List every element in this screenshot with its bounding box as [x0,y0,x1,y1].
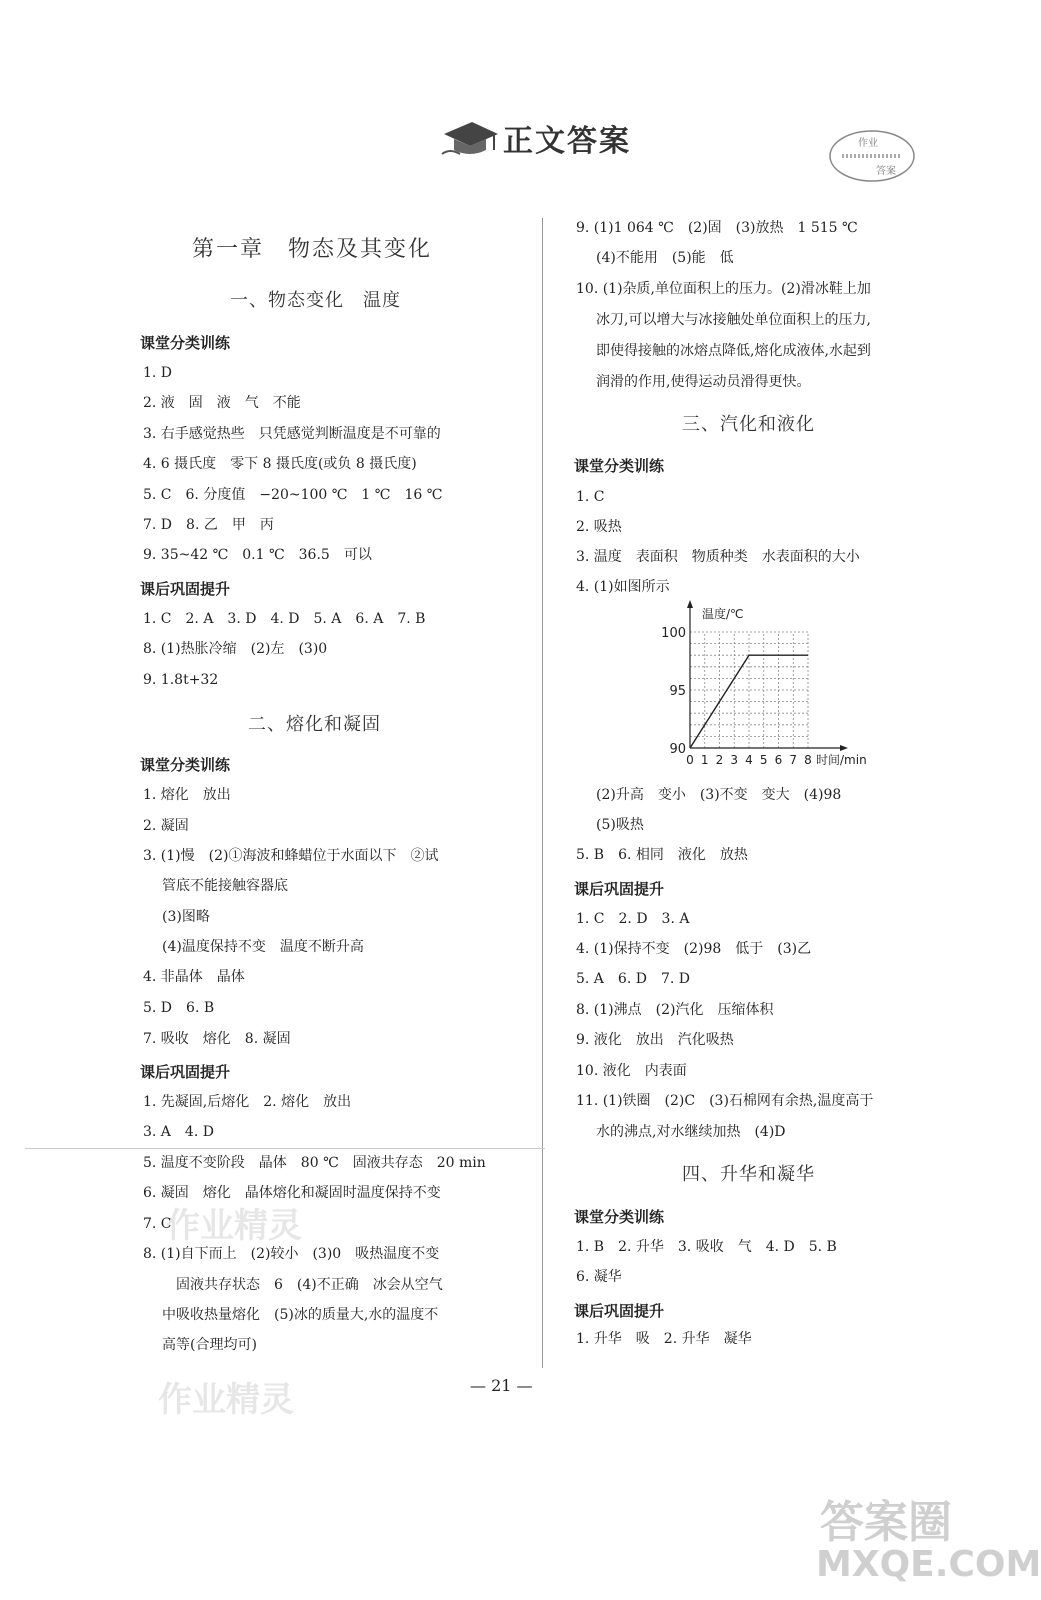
x-axis-arrow [840,745,848,751]
chapter-title: 第一章 物态及其变化 [192,237,433,262]
stamp-bottom-text: 答案 [876,166,896,177]
y-tick-label: 95 [669,684,686,699]
y-axis-label: 温度/℃ [702,607,744,621]
answer-line: 4. 6 摄氏度 零下 8 摄氏度(或负 8 摄氏度) [143,456,417,472]
answer-line: 4. (1)保持不变 (2)98 低于 (3)乙 [576,941,812,957]
subsection-title: 课堂分类训练 [140,756,231,774]
answer-line: 2. 液 固 液 气 不能 [143,395,301,411]
answer-line: 7. D 8. 乙 甲 丙 [143,517,274,533]
answer-line: 1. 先凝固,后熔化 2. 熔化 放出 [143,1094,352,1110]
x-tick-label: 1 [700,753,709,767]
answer-line: 9. 35~42 ℃ 0.1 ℃ 36.5 可以 [143,547,372,563]
answer-line: 5. B 6. 相同 液化 放热 [576,847,748,863]
answer-line: 6. 凝固 熔化 晶体熔化和凝固时温度保持不变 [143,1185,441,1201]
answer-line: 4. 非晶体 晶体 [143,969,245,985]
watermark: 作业精灵 [166,1206,302,1246]
answer-line: 7. C [143,1216,172,1232]
subsection-title: 课后巩固提升 [574,1302,665,1320]
answer-line: 管底不能接触容器底 [162,878,288,894]
answer-line: 5. A 6. D 7. D [576,971,690,987]
answer-line: 3. 温度 表面积 物质种类 水表面积的大小 [576,549,860,565]
answer-line: 6. 凝华 [576,1269,622,1285]
answer-line: 润滑的作用,使得运动员滑得更快。 [596,374,811,390]
subsection-title: 课堂分类训练 [574,1208,665,1226]
answer-line: 高等(合理均可) [162,1337,257,1353]
fold-line [25,1148,545,1149]
x-tick-label: 0 [686,753,694,767]
answer-line: 9. (1)1 064 ℃ (2)固 (3)放热 1 515 ℃ [576,220,858,236]
answer-line: (4)温度保持不变 温度不断升高 [162,939,364,955]
x-tick-label: 4 [745,753,753,767]
answer-line: 水的沸点,对水继续加热 (4)D [596,1124,786,1140]
watermark: 作业精灵 [158,1380,294,1420]
answer-line: 3. (1)慢 (2)①海波和蜂蜡位于水面以下 ②试 [143,848,439,864]
section-title: 三、汽化和液化 [682,414,815,435]
subsection-title: 课堂分类训练 [574,457,665,475]
answer-line: 固液共存状态 6 (4)不正确 冰会从空气 [176,1277,443,1293]
answer-line: 1. C [576,489,605,505]
answer-line: 中吸收热量熔化 (5)冰的质量大,水的温度不 [162,1307,439,1323]
x-tick-label: 6 [774,753,783,767]
answer-line: (4)不能用 (5)能 低 [596,250,734,266]
page-title: 正文答案 [503,124,631,159]
watermark-logo [810,1480,1041,1600]
answer-line: 10. (1)杂质,单位面积上的压力。(2)滑冰鞋上加 [576,281,871,297]
answer-line: 1. 升华 吸 2. 升华 凝华 [576,1331,752,1347]
answer-line: 5. 温度不变阶段 晶体 80 ℃ 固液共存态 20 min [143,1155,486,1171]
y-axis-arrow [687,600,693,608]
subsection-title: 课堂分类训练 [140,334,231,352]
x-tick-label: 3 [730,753,739,767]
answer-line: (2)升高 变小 (3)不变 变大 (4)98 [596,787,842,803]
answer-line: 1. B 2. 升华 3. 吸收 气 4. D 5. B [576,1239,837,1255]
temperature-time-chart [660,600,867,772]
answer-line: 2. 吸热 [576,519,622,535]
section-title: 四、升华和凝华 [682,1164,815,1185]
page-number: — 21 — [470,1376,533,1395]
answer-line: 11. (1)铁圈 (2)C (3)石棉网有余热,温度高于 [576,1093,874,1109]
x-axis-label: 时间/min [816,753,867,767]
answer-line: 1. C 2. D 3. A [576,911,690,927]
x-tick-label: 5 [759,753,768,767]
answer-line: 9. 液化 放出 汽化吸热 [576,1032,734,1048]
answer-line: 即使得接触的冰熔点降低,熔化成液体,水起到 [596,343,871,359]
answer-line: (5)吸热 [596,817,644,833]
answer-line: 1. D [143,365,173,381]
watermark: MXQE.COM [816,1544,1041,1585]
column-divider [542,218,543,1368]
stamp-top-text: 作业 [858,138,878,149]
answer-line: 3. 右手感觉热些 只凭感觉判断温度是不可靠的 [143,426,441,442]
answer-line: 5. C 6. 分度值 −20~100 ℃ 1 ℃ 16 ℃ [143,487,443,503]
subsection-title: 课后巩固提升 [140,1063,231,1081]
subsection-title: 课后巩固提升 [574,880,665,898]
subsection-title: 课后巩固提升 [140,580,231,598]
answer-line: 7. 吸收 熔化 8. 凝固 [143,1031,291,1047]
x-tick-label: 8 [804,753,812,767]
y-tick-label: 100 [661,626,686,641]
answer-line: 9. 1.8t+32 [143,672,219,688]
x-tick-label: 2 [715,753,724,767]
graduation-cap-icon [440,118,500,162]
answer-line: 8. (1)热胀冷缩 (2)左 (3)0 [143,641,328,657]
answer-line: 8. (1)自下而上 (2)较小 (3)0 吸热温度不变 [143,1246,440,1262]
answer-line: 3. A 4. D [143,1124,214,1140]
y-tick-label: 90 [669,742,686,757]
x-tick-label: 7 [789,753,798,767]
answer-line: 冰刀,可以增大与冰接触处单位面积上的压力, [596,312,871,328]
answer-line: (3)图略 [162,909,210,925]
answer-line: 4. (1)如图所示 [576,579,670,595]
answer-line: 5. D 6. B [143,1000,215,1016]
section-title: 一、物态变化 温度 [230,290,401,311]
section-title: 二、熔化和凝固 [248,714,381,735]
answer-line: 1. 熔化 放出 [143,787,231,803]
answer-line: 2. 凝固 [143,818,189,834]
watermark: 答案圈 [820,1497,952,1548]
answer-line: 8. (1)沸点 (2)汽化 压缩体积 [576,1002,774,1018]
stamp-logo [828,128,916,184]
answer-line: 1. C 2. A 3. D 4. D 5. A 6. A 7. B [143,611,426,627]
answer-line: 10. 液化 内表面 [576,1063,687,1079]
